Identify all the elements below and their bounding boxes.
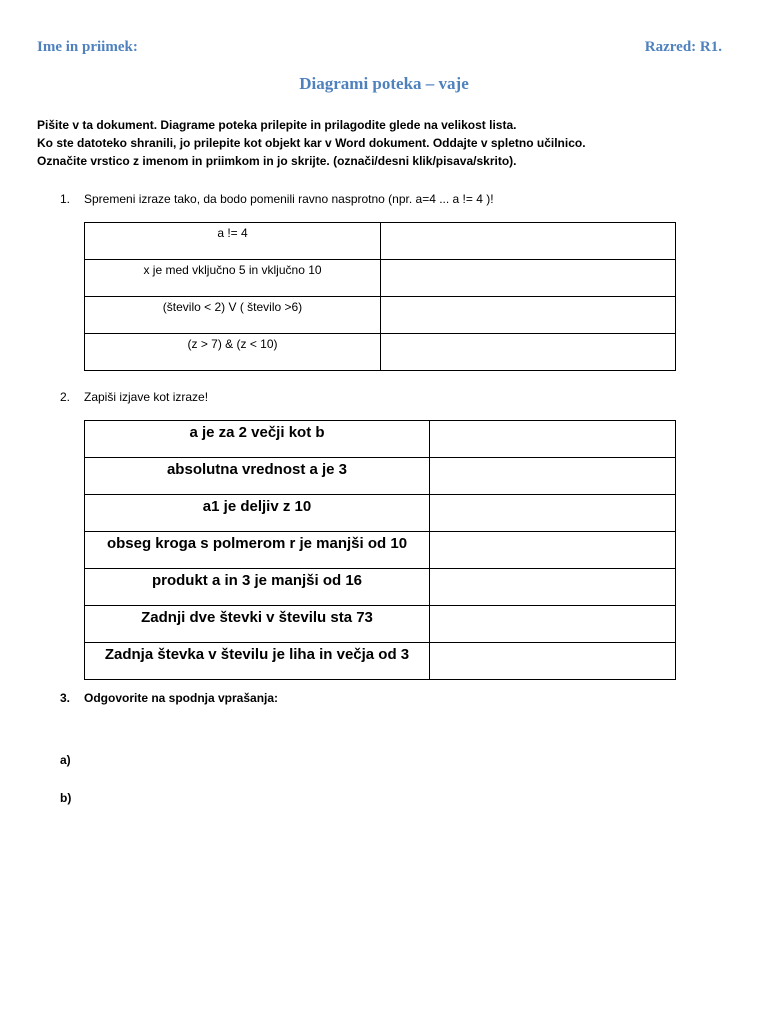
answer-cell[interactable] — [430, 495, 676, 532]
sub-question-b: b) — [60, 791, 72, 805]
statement-cell: produkt a in 3 je manjši od 16 — [85, 569, 430, 606]
statement-cell: Zadnja števka v številu je liha in večja od 3 — [85, 643, 430, 680]
name-label: Ime in priimek: — [37, 39, 138, 55]
table-row — [85, 606, 676, 643]
intro-instructions — [37, 116, 586, 170]
statement-cell: obseg kroga s polmerom r je manjši od 10 — [85, 532, 430, 569]
answer-cell[interactable] — [430, 606, 676, 643]
expression-cell: (z > 7) & (z < 10) — [85, 334, 381, 371]
expressions-table — [84, 222, 676, 371]
expression-cell: a != 4 — [85, 223, 381, 260]
intro-line: Pišite v ta dokument. Diagrame poteka prilepite in prilagodite glede na velikost lista. — [37, 118, 517, 132]
sub-question-a: a) — [60, 753, 71, 767]
statement-cell: a je za 2 večji kot b — [85, 421, 430, 458]
document-title: Diagrami poteka – vaje — [299, 74, 469, 93]
intro-line: Ko ste datoteko shranili, jo prilepite kot objekt kar v Word dokument. Oddajte v spletno učilnico. — [37, 136, 586, 150]
question-text: Odgovorite na spodnja vprašanja: — [84, 691, 279, 705]
table-row — [85, 260, 676, 297]
table-row — [85, 297, 676, 334]
question-1 — [60, 192, 494, 206]
question-number: 1. — [60, 192, 71, 206]
answer-cell[interactable] — [381, 334, 676, 371]
answer-cell[interactable] — [430, 643, 676, 680]
question-2 — [60, 390, 208, 404]
table-row — [85, 495, 676, 532]
table-row — [85, 532, 676, 569]
answer-cell[interactable] — [430, 532, 676, 569]
answer-cell[interactable] — [381, 223, 676, 260]
statement-cell: a1 je deljiv z 10 — [85, 495, 430, 532]
expression-cell: (število < 2) V ( število >6) — [85, 297, 381, 334]
intro-line: Označite vrstico z imenom in priimkom in jo skrijte. (označi/desni klik/pisava/skrito). — [37, 154, 517, 168]
class-label: Razred: R1. — [644, 39, 722, 55]
table-row — [85, 334, 676, 371]
question-text: Zapiši izjave kot izraze! — [84, 390, 209, 404]
table-row — [85, 569, 676, 606]
question-number: 3. — [60, 691, 71, 705]
table-row — [85, 458, 676, 495]
table-row — [85, 421, 676, 458]
answer-cell[interactable] — [381, 260, 676, 297]
table-row — [85, 643, 676, 680]
answer-cell[interactable] — [381, 297, 676, 334]
answer-cell[interactable] — [430, 569, 676, 606]
answer-cell[interactable] — [430, 458, 676, 495]
question-text: Spremeni izraze tako, da bodo pomenili ravno nasprotno (npr. a=4 ... a != 4 )! — [84, 192, 494, 206]
table-row — [85, 223, 676, 260]
statement-cell: Zadnji dve števki v številu sta 73 — [85, 606, 430, 643]
statements-table — [84, 420, 676, 680]
statement-cell: absolutna vrednost a je 3 — [85, 458, 430, 495]
expression-cell: x je med vključno 5 in vključno 10 — [85, 260, 381, 297]
answer-cell[interactable] — [430, 421, 676, 458]
question-3 — [60, 691, 278, 705]
question-number: 2. — [60, 390, 71, 404]
